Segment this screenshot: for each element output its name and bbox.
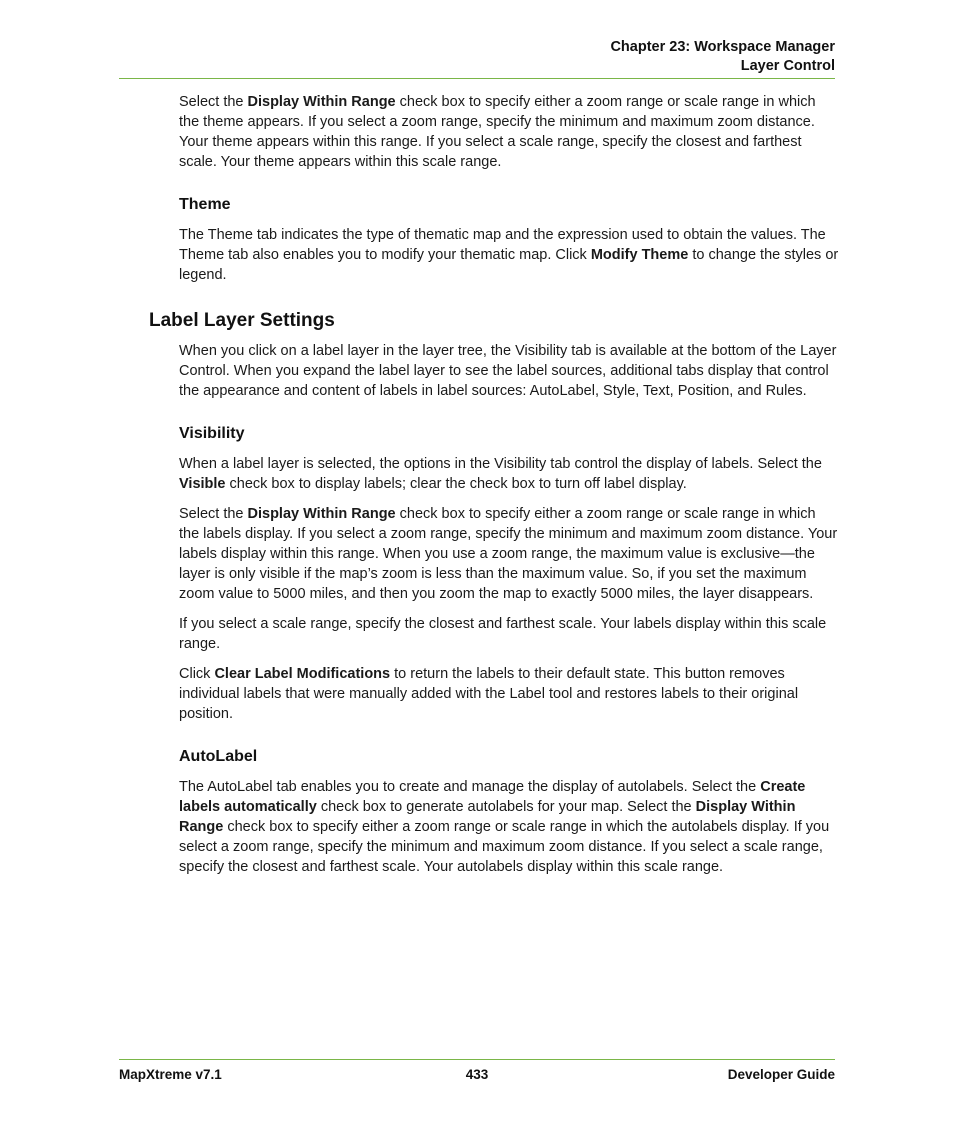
paragraph-scale-range: If you select a scale range, specify the closest and farthest scale. Your labels display within this scale range. <box>179 616 827 652</box>
text-run: Select the <box>179 94 248 110</box>
running-header <box>119 38 835 76</box>
footer-guide: Developer Guide <box>727 1067 835 1082</box>
heading-label-layer-settings: Label Layer Settings <box>149 310 335 331</box>
paragraph-theme-tab <box>179 225 839 285</box>
bold-term: Display Within Range <box>247 506 396 522</box>
footer-product: MapXtreme v7.1 <box>119 1067 222 1082</box>
header-section: Layer Control <box>740 58 835 74</box>
header-chapter: Chapter 23: Workspace Manager <box>610 39 835 55</box>
heading-autolabel: AutoLabel <box>179 748 258 765</box>
text-run: to return the labels to their default state. This button removes individual labels that were manually added with the Label tool and restores labels to their original position. <box>179 666 799 722</box>
footer-rule <box>119 1059 835 1060</box>
footer-page-number: 433 <box>465 1067 489 1082</box>
text-run: to change the styles or legend. <box>179 247 839 283</box>
bold-term: Clear Label Modifications <box>214 666 391 682</box>
paragraph-clear-modifications <box>179 664 839 724</box>
heading-visibility: Visibility <box>179 425 245 442</box>
text-run: check box to specify either a zoom range or scale range in which the theme appears. If you select a zoom range, specify the minimum and maximum zoom distance. Your theme appears within this range. If you select a scale range, specify the closest and farthest scale. Your theme appears within this scale range. <box>179 94 816 170</box>
text-run: The AutoLabel tab enables you to create and manage the display of autolabels. Select the <box>179 779 761 795</box>
paragraph-label-layer-intro: When you click on a label layer in the layer tree, the Visibility tab is available at the bottom of the Layer Control. When you expand the label layer to see the label sources, additional tabs display that control the appearance and content of labels in label sources: AutoLabel, Style, Text, Position, and Rules. <box>179 343 837 399</box>
text-run: check box to specify either a zoom range or scale range in which the autolabels display. If you select a zoom range, specify the minimum and maximum zoom distance. If you select a scale range, specify the closest and farthest scale. Your autolabels display within this scale range. <box>179 819 830 875</box>
bold-term: Create labels automatically <box>179 779 806 815</box>
text-run: When a label layer is selected, the options in the Visibility tab control the display of labels. Select the <box>179 456 822 472</box>
heading-theme: Theme <box>179 196 231 213</box>
text-run: check box to generate autolabels for your map. Select the <box>316 799 696 815</box>
text-run: check box to display labels; clear the check box to turn off label display. <box>225 476 687 492</box>
text-run: Click <box>179 666 215 682</box>
paragraph-visibility-tab <box>179 454 839 494</box>
paragraph-autolabel-tab <box>179 777 839 877</box>
text-run: check box to specify either a zoom range or scale range in which the labels display. If you select a zoom range, specify the minimum and maximum zoom distance. Your labels display within this range. When you use a zoom range, the maximum value is exclusive—the layer is only visible if the map’s zoom is less than the maximum value. So, if you set the maximum zoom value to 5000 miles, and then you zoom the map to exactly 5000 miles, the layer disappears. <box>179 506 838 602</box>
bold-term: Display Within Range <box>247 94 396 110</box>
text-run: Select the <box>179 506 248 522</box>
header-rule <box>119 78 835 79</box>
bold-term: Modify Theme <box>590 247 689 263</box>
text-run: The Theme tab indicates the type of thematic map and the expression used to obtain the values. The Theme tab also enables you to modify your thematic map. Click <box>179 227 826 263</box>
bold-term: Display Within Range <box>179 799 796 835</box>
paragraph-label-range <box>179 504 839 604</box>
bold-term: Visible <box>179 476 226 492</box>
paragraph-theme-range <box>179 92 839 172</box>
page-body <box>149 92 839 887</box>
